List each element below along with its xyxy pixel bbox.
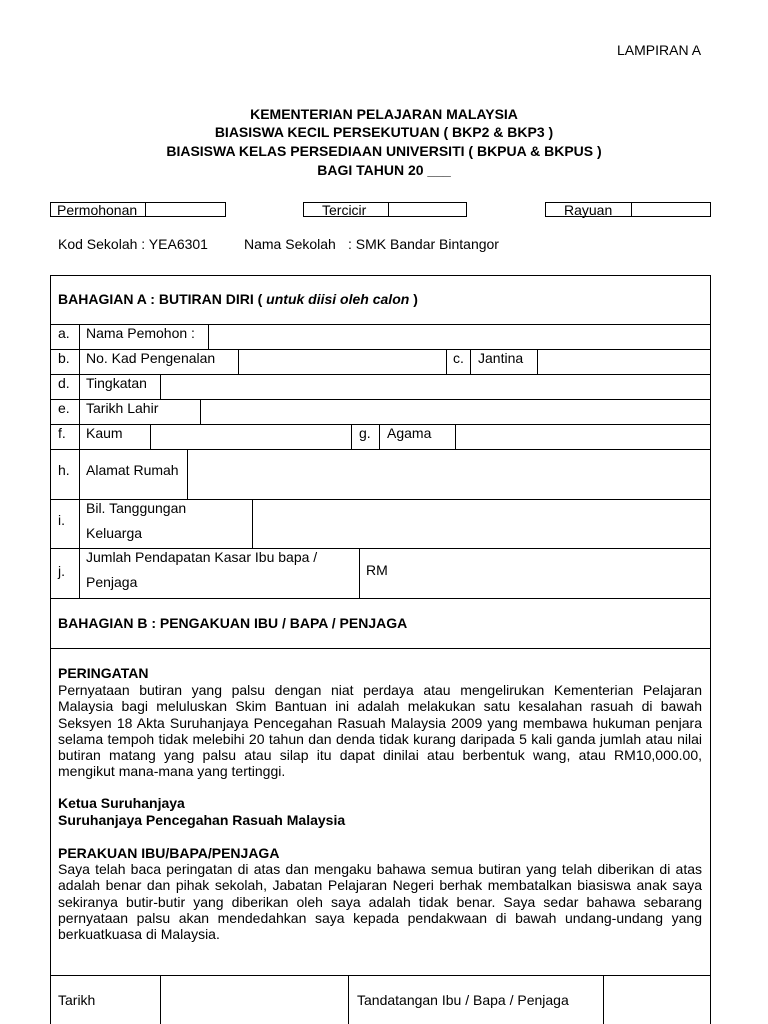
row-g-letter: g. [359,425,371,441]
agama-field[interactable] [456,425,710,449]
nama-pemohon-field[interactable] [209,325,710,349]
tandatangan-label: Tandatangan Ibu / Bapa / Penjaga [357,992,569,1008]
row-c-letter: c. [453,350,464,366]
row-i-letter: i. [58,512,65,528]
ketua-title-2: Suruhanjaya Pencegahan Rasuah Malaysia [58,812,346,828]
tarikh-lahir-label: Tarikh Lahir [86,400,159,416]
jantina-field[interactable] [538,350,710,374]
rm-label: RM [366,562,388,578]
ministry-heading: KEMENTERIAN PELAJARAN MALAYSIA [250,106,518,122]
rayuan-label: Rayuan [545,202,632,217]
kad-pengenalan-field[interactable] [239,350,446,374]
tercicir-label: Tercicir [303,202,389,217]
row-e-letter: e. [58,400,70,416]
jantina-label: Jantina [478,350,524,366]
tanggungan-label-line1: Bil. Tanggungan [86,500,187,516]
section-b-title: BAHAGIAN B : PENGAKUAN IBU / BAPA / PENJAGA [58,615,408,631]
tarikh-lahir-field[interactable] [201,400,710,424]
agama-label: Agama [387,425,432,441]
scholarship-heading-1: BIASISWA KECIL PERSEKUTUAN ( BKP2 & BKP3 ) [214,124,554,140]
pendapatan-label-line2: Penjaga [86,574,138,590]
tercicir-checkbox[interactable] [388,202,467,217]
school-name-label: Nama Sekolah [244,236,336,252]
alamat-rumah-label: Alamat Rumah [86,462,179,478]
permohonan-checkbox[interactable] [145,202,226,217]
nama-pemohon-label: Nama Pemohon : [86,325,195,341]
school-name-value: : SMK Bandar Bintangor [348,236,499,252]
appendix-label: LAMPIRAN A [617,42,702,58]
peringatan-text: Pernyataan butiran yang palsu dengan niat perdaya atau mengelirukan Kementerian Pelajaran Malaysia bagi meluluskan Skim Bantuan ini adalah melakukan satu kesalahan rasuah di bawah Seksyen 18 Akta Suruhanjaya Pencegahan Rasuah Malaysia 2009 yang membawa hukuman penjara selama tempoh tidak melebihi 20 tahun dan denda tidak kurang daripada 5 kali ganda jumlah atau nilai butiran matang yang palsu atau silap itu dapat dinilai atau berbentuk wang, atau RM10,000.00, mengikut mana-mana yang tertinggi. [58,682,702,780]
perakuan-text: Saya telah baca peringatan di atas dan mengaku bahawa semua butiran yang telah diberikan di atas adalah benar dan pihak sekolah, Jabatan Pelajaran Negeri berhak membatalkan biasiswa anak saya sekiranya butir-butir yang diberikan oleh saya adalah tidak benar. Saya sedar bahawa sebarang pernyataan palsu akan mendedahkan saya kepada pendakwaan di bawah undang-undang yang berkuatkuasa di Malaysia. [58,861,702,943]
tingkatan-label: Tingkatan [86,375,147,391]
section-a-title: BAHAGIAN A : BUTIRAN DIRI ( untuk diisi oleh calon ) [58,291,418,307]
row-j-letter: j. [58,563,65,579]
tanggungan-field[interactable] [253,500,710,548]
kaum-label: Kaum [86,425,123,441]
alamat-rumah-field[interactable] [188,450,710,499]
year-heading: BAGI TAHUN 20 ___ [317,162,451,178]
row-a-letter: a. [58,325,70,341]
tanggungan-label-line2: Keluarga [86,525,143,541]
kad-pengenalan-label: No. Kad Pengenalan [86,350,216,366]
kaum-field[interactable] [151,425,351,449]
tingkatan-field[interactable] [161,375,710,399]
permohonan-label: Permohonan [50,202,146,217]
scholarship-heading-2: BIASISWA KELAS PERSEDIAAN UNIVERSITI ( BKPUA & BKPUS ) [166,143,602,159]
row-d-letter: d. [58,375,70,391]
row-h-letter: h. [58,462,70,478]
row-f-letter: f. [58,425,66,441]
rayuan-checkbox[interactable] [631,202,711,217]
row-b-letter: b. [58,350,70,366]
pendapatan-label-line1: Jumlah Pendapatan Kasar Ibu bapa / [86,549,318,565]
pendapatan-field[interactable] [390,549,710,598]
ketua-title-1: Ketua Suruhanjaya [58,795,185,811]
peringatan-title: PERINGATAN [58,665,149,681]
tarikh-label: Tarikh [58,992,96,1008]
school-code: Kod Sekolah : YEA6301 [58,236,208,252]
tandatangan-field[interactable] [604,976,710,1024]
tarikh-field[interactable] [161,976,348,1024]
perakuan-title: PERAKUAN IBU/BAPA/PENJAGA [58,845,280,861]
